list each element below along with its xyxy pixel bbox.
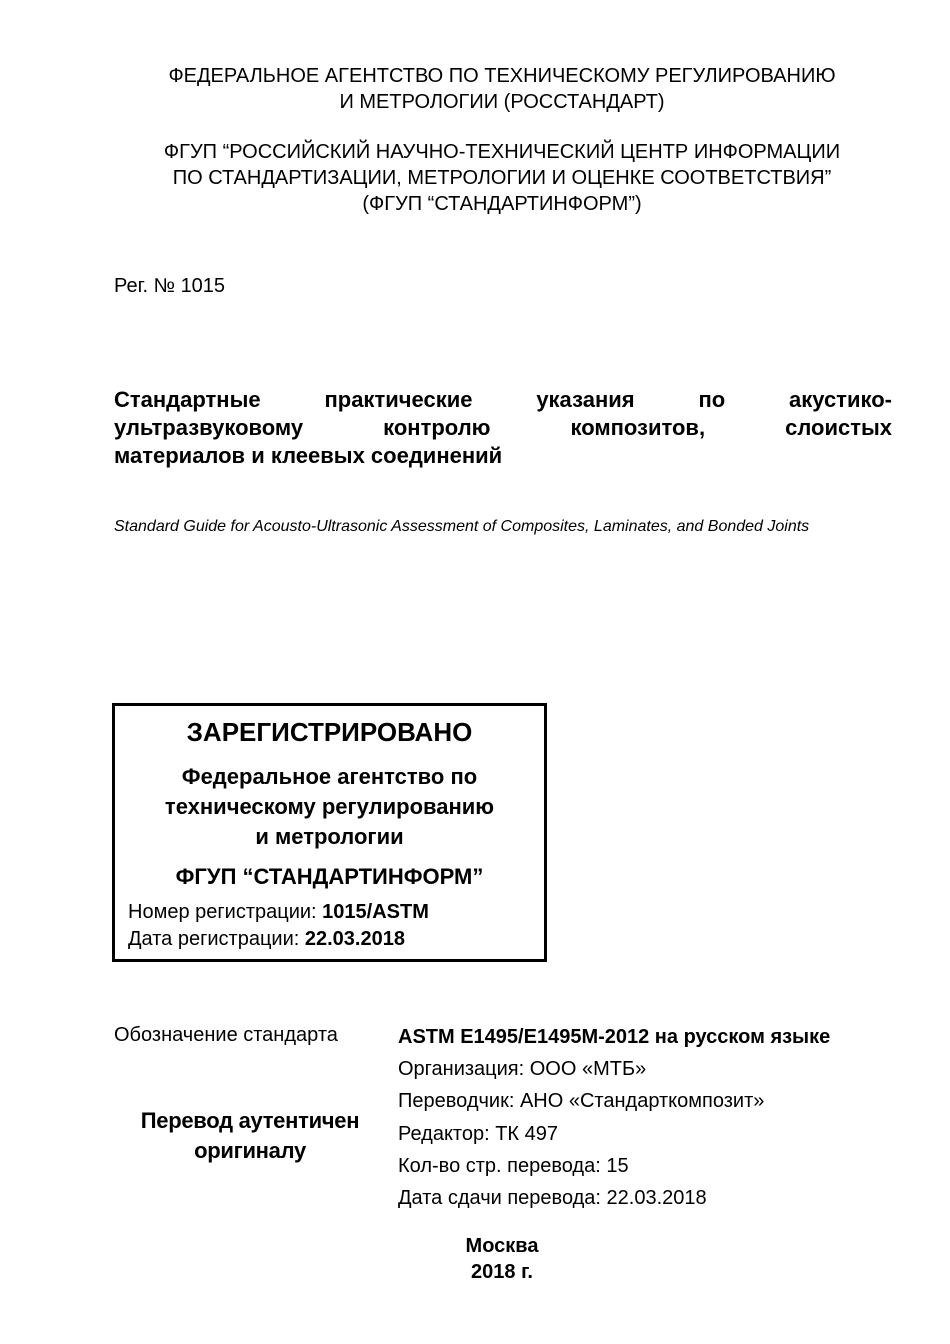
stamp-registration-number	[128, 899, 429, 925]
place-and-year	[402, 1233, 602, 1285]
agency-line: И МЕТРОЛОГИИ (РОССТАНДАРТ)	[339, 91, 665, 113]
title-word: акустико-	[789, 387, 892, 412]
detail-page-count: Кол-во стр. перевода: 15	[398, 1155, 629, 1177]
center-line: ФГУП “РОССИЙСКИЙ НАУЧНО-ТЕХНИЧЕСКИЙ ЦЕНТР ИНФОРМАЦИИ	[163, 141, 841, 163]
title-word: Стандартные	[114, 387, 261, 412]
stamp-number-label: Номер регистрации:	[128, 901, 323, 923]
center-line: (ФГУП “СТАНДАРТИНФОРМ”)	[362, 193, 642, 215]
stamp-date-value: 22.03.2018	[304, 928, 405, 950]
title-line: материалов и клеевых соединений	[114, 443, 503, 468]
authentic-translation-note	[115, 1106, 385, 1166]
title-word: практические	[324, 387, 473, 412]
document-title-en: Standard Guide for Acousto-Ultrasonic Assessment of Composites, Laminates, and Bonded Joints	[114, 518, 810, 535]
stamp-agency-line: техническому регулированию	[164, 794, 495, 819]
detail-organization: Организация: ООО «МТБ»	[398, 1058, 647, 1080]
detail-translator: Переводчик: АНО «Стандарткомпозит»	[398, 1090, 765, 1112]
stamp-registration-date	[128, 926, 405, 952]
center-line: ПО СТАНДАРТИЗАЦИИ, МЕТРОЛОГИИ И ОЦЕНКЕ СООТВЕТСТВИЯ”	[172, 167, 832, 189]
title-word: ультразвуковому	[114, 415, 304, 440]
detail-editor: Редактор: ТК 497	[398, 1123, 558, 1145]
stamp-date-label: Дата регистрации:	[128, 928, 305, 950]
year: 2018 г.	[471, 1261, 533, 1283]
title-word: композитов,	[570, 415, 706, 440]
agency-line: ФЕДЕРАЛЬНОЕ АГЕНТСТВО ПО ТЕХНИЧЕСКОМУ РЕГУЛИРОВАНИЮ	[168, 65, 836, 87]
registration-stamp	[112, 703, 547, 962]
authentic-line: оригиналу	[194, 1138, 306, 1163]
stamp-number-value: 1015/ASTM	[322, 901, 429, 923]
stamp-agency-line: и метрологии	[255, 824, 404, 849]
city: Москва	[465, 1235, 539, 1257]
title-word: слоистых	[785, 415, 892, 440]
stamp-organization: ФГУП “СТАНДАРТИНФОРМ”	[175, 864, 484, 889]
stamp-agency-line: Федеральное агентство по	[181, 764, 478, 789]
title-word: по	[698, 387, 726, 412]
title-word: указания	[536, 387, 635, 412]
registration-number: Рег. № 1015	[114, 275, 226, 297]
center-name	[60, 139, 944, 217]
document-title-ru	[114, 386, 892, 470]
agency-name	[60, 63, 944, 115]
authentic-line: Перевод аутентичен	[140, 1108, 360, 1133]
title-line	[114, 414, 892, 442]
detail-delivery-date: Дата сдачи перевода: 22.03.2018	[398, 1187, 707, 1209]
designation-label: Обозначение стандарта	[114, 1024, 338, 1046]
stamp-agency	[115, 762, 544, 852]
title-line	[114, 386, 892, 414]
title-word: контролю	[383, 415, 491, 440]
stamp-heading: ЗАРЕГИСТРИРОВАНО	[186, 717, 473, 747]
designation-value: ASTM E1495/E1495M-2012 на русском языке	[398, 1026, 831, 1048]
